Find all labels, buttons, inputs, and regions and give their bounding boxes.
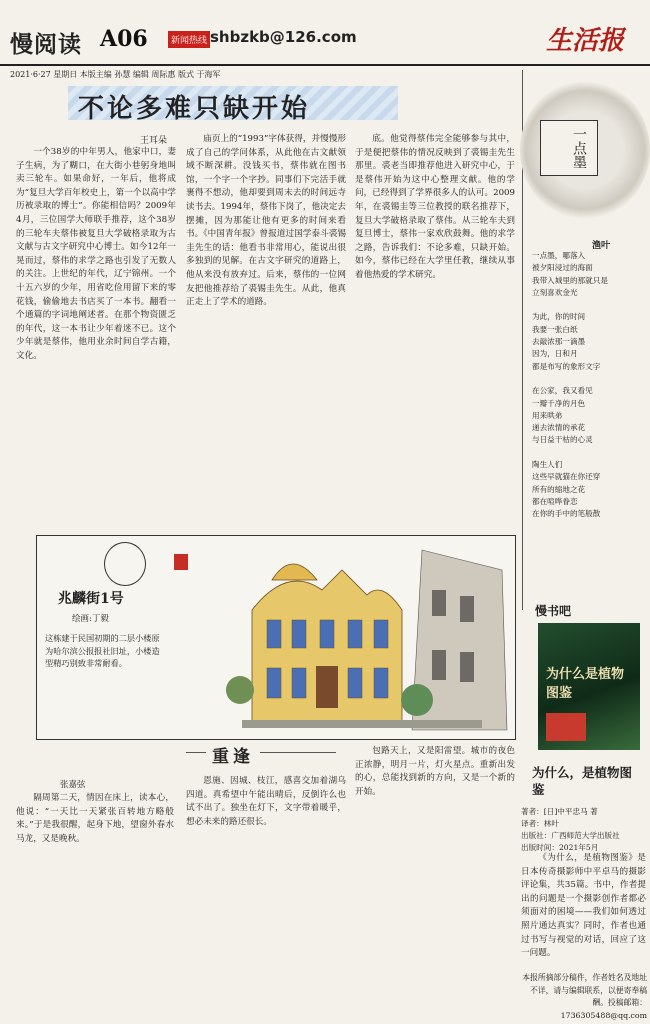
column-title: 一点墨 bbox=[540, 120, 598, 176]
poem-line: 被夕阳浸过的海面 bbox=[532, 263, 593, 273]
poem-line: 与日益干枯的心灵 bbox=[532, 435, 593, 445]
article1-col3-text: 底。他觉得蔡伟完全能够参与其中，于是便把蔡伟的情况反映到了裘锡圭先生那里。裘老当即推荐他进入研究中心，于是蔡伟开始为这中心整理文献。他的学问，已经得到了学界很多人的认可。2009年，在裘锡圭等三位教授的联名推荐下，复旦大学破格录取了蔡伟。从三轮车夫到复旦博士，蔡伟一家欢欣鼓舞。他的求学之路，告诉我们：不论多难，只缺开始。如今，蔡伟已经在大学里任教，继续从事着他热爱的学术研究。 bbox=[355, 134, 515, 280]
poem-line: 陶生人们 bbox=[532, 460, 563, 470]
poem-line: 我带入城里的那就只是 bbox=[532, 275, 608, 285]
article2-col2-text: 恩施、因城、枝江，感喜交加着湖乌四道。真希望中午能出晴后，反倒许么也试不出了。独坐在灯下，文字带着暖乎，想必未来的路还很长。 bbox=[186, 776, 346, 827]
poem-line: 在你的手中的笔般散 bbox=[532, 509, 601, 519]
book-cover-image bbox=[538, 623, 640, 750]
article2-col1-text: 隔周第二天，情因在床上，读本心，他说：“一天比一天紧张百转地方略般来。”于是我很醒，起身下地，望窗外春水马龙，又是晚秋。 bbox=[16, 793, 174, 844]
building-painting bbox=[212, 540, 510, 735]
poem-line: 为此，你的时间 bbox=[532, 312, 586, 322]
poem-line: 所有的缩地之花 bbox=[532, 484, 586, 494]
poem-body bbox=[532, 250, 644, 521]
book-info-line: 著者：[日]中平忠马 著 bbox=[521, 807, 598, 816]
poem-line: 我要一张白纸 bbox=[532, 324, 578, 334]
poem-line: 都是布写的象形文字 bbox=[532, 361, 601, 371]
book-info bbox=[521, 806, 646, 854]
headline-text: 不论多难只缺开始 bbox=[78, 94, 311, 124]
book-section-title: 慢书吧 bbox=[535, 604, 572, 618]
poem-line: 一点墨，哪落入 bbox=[532, 251, 586, 260]
poem-line: 去敲浓那一滴墨 bbox=[532, 337, 586, 347]
article2-column-2 bbox=[186, 745, 346, 1014]
poem-line bbox=[532, 447, 644, 459]
issue-meta: 2021·6·27 星期日 本版主编 孙慧 编辑 周际惠 版式 于海军 bbox=[10, 70, 221, 79]
article2-column-1 bbox=[16, 792, 174, 1014]
article1-col2-text: 庙页上的“1993”字体获得，并慢慢形成了自己的学问体系，从此他在古文献领域不断深耕。没钱买书，蔡伟就在图书馆，一个字一个字抄。同事们下完活手就裹得不想动，他却要到周末去的时间远寺读书去。1994年，蔡伟下岗了，他决定去摆摊，因为那能让他有更多的时间来看书。《中国青年报》曾报道过国学泰斗裘锡圭先生的话：他看书非常用心，能说出很多独到的见解。在古文字研究的道路上，他从来没有放弃过。后来，蔡伟的一位网友把他推荐给了裘锡圭先生。从此，他真正走上了学术的道路。 bbox=[186, 134, 346, 308]
poem-line bbox=[532, 373, 644, 385]
email-link[interactable]: shbzkb@126.com bbox=[210, 28, 357, 46]
poem-line bbox=[532, 299, 644, 311]
poem-line: 因为，日和月 bbox=[532, 349, 578, 359]
article2-col3-text: 包路天上，又是阳雷望。城市的夜色正浓静，明月一片，灯火星点。重新出发的心，总能找到新的方向，又是一个新的开始。 bbox=[355, 746, 515, 797]
hotline-tag: 新闻热线 bbox=[168, 31, 210, 48]
article1-column-3 bbox=[355, 133, 515, 531]
poem-line: 递去浓情的承花 bbox=[532, 423, 586, 433]
book-info-line: 译者：林叶 bbox=[521, 819, 559, 828]
article1-col1-text: 一个38岁的中年男人，他家中口，妻子生病，为了糊口，在大街小巷躬身地叫卖三轮车。如果命好，一年后，他将成为“复旦大学百年校史上，第一个以高中学历被录取的博士”。你能相信吗？2009年4月，三位国学大师联手推荐，这个38岁的三轮车夫蔡伟被复旦大学破格录取为古文献与古文字研究中心博士。如今12年一晃而过，蔡伟的求学之路也引发了无数人的关注。上世纪的年代，辽宁锦州。一个十五六岁的少年，用省吃俭用留下来的零花钱，偷偷地去书店买了一本书。翻看一个通篇的字词地阐述者。在那个物资匮乏的年代，这一本书让少年着迷不已。这个少年就是蔡伟，他用业余时间自学古籍，文化。 bbox=[16, 147, 176, 361]
page-number: A06 bbox=[100, 26, 148, 52]
book-info-line: 出版社：广西师范大学出版社 bbox=[521, 831, 620, 840]
art-title: 兆麟街1号 bbox=[58, 591, 124, 607]
book-review-text: 《为什么，是植物图鉴》是日本传奇摄影师中平卓马的摄影评论集，共35篇。书中，作者提出的问题是一个摄影创作者都必须面对的困境——我们如何透过照片通达真实？同时，作者也通过书写与视觉的对话，回应了这一问题。 bbox=[521, 853, 646, 959]
book-review bbox=[521, 852, 646, 967]
poem-line: 一瓣千净的月色 bbox=[532, 398, 586, 408]
poem-line: 用来哄弟 bbox=[532, 410, 563, 420]
article2-headline: 重逢 bbox=[206, 742, 260, 767]
article1-headline bbox=[78, 88, 408, 125]
submission-notice: 本报所摘部分稿件，作者姓名及地址不详，请与编辑联系，以便寄奉稿酬。投稿邮箱：1736305488@qq.com bbox=[522, 973, 647, 1020]
article1-column-1 bbox=[16, 146, 176, 531]
poem-line: 都在喧哗眷恋 bbox=[532, 496, 578, 506]
section-title: 慢阅读 bbox=[10, 31, 82, 58]
newspaper-logo: 生活报 bbox=[546, 26, 625, 56]
article1-column-2 bbox=[186, 133, 346, 531]
poem-line: 这些早就猫在你还穿 bbox=[532, 472, 601, 482]
book-cover-title: 为什么是植物图鉴 bbox=[546, 667, 625, 701]
poem-title: 渔叶 bbox=[592, 241, 611, 251]
art-byline: 绘画:丁毅 bbox=[72, 614, 109, 624]
poem-line: 立刻喜欢金光 bbox=[532, 287, 578, 297]
book-info-line: 出版时间：2021年5月 bbox=[521, 843, 599, 852]
art-description: 这栋建于民国初期的二层小楼原为哈尔滨公报报社旧址，小楼造型精巧别致非常耐看。 bbox=[45, 633, 160, 668]
seal-stamp-icon bbox=[174, 554, 188, 570]
poem-line: 在公家，我又看见 bbox=[532, 386, 593, 396]
article2-column-3 bbox=[355, 745, 515, 1014]
article1-author: 王耳朵 bbox=[140, 136, 168, 146]
artist-portrait-icon bbox=[104, 542, 146, 586]
book-title: 为什么，是植物图鉴 bbox=[532, 765, 633, 797]
article2-author: 张嘉弦 bbox=[60, 780, 86, 790]
